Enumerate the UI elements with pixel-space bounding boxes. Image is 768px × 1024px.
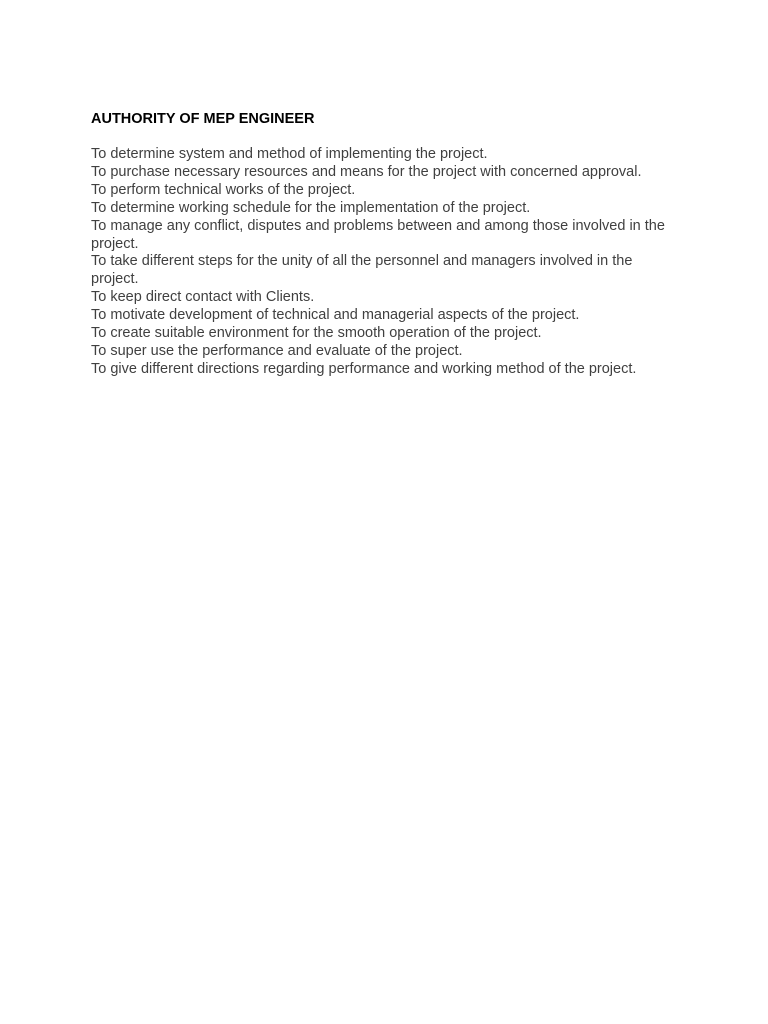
paragraph-line: To manage any conflict, disputes and problems between and among those involved in the project.: [91, 217, 665, 252]
paragraph-line: To determine system and method of implementing the project.: [91, 146, 488, 162]
document-content: [91, 111, 681, 379]
paragraph-line: To create suitable environment for the smooth operation of the project.: [91, 325, 542, 342]
paragraph-line: To take different steps for the unity of all the personnel and managers involved in the project.: [91, 253, 633, 288]
paragraph-line: To give different directions regarding performance and working method of the project.: [91, 360, 637, 377]
paragraph-line: To purchase necessary resources and means for the project with concerned approval.: [91, 163, 642, 180]
paragraph-line: To determine working schedule for the implementation of the project.: [91, 199, 531, 216]
paragraph-line: To keep direct contact with Clients.: [91, 289, 315, 306]
document-heading: AUTHORITY OF MEP ENGINEER: [91, 111, 315, 127]
paragraph-line: To perform technical works of the project.: [91, 181, 356, 198]
paragraph-line: To super use the performance and evaluate of the project.: [91, 342, 463, 359]
paragraph-line: To motivate development of technical and managerial aspects of the project.: [91, 307, 580, 324]
